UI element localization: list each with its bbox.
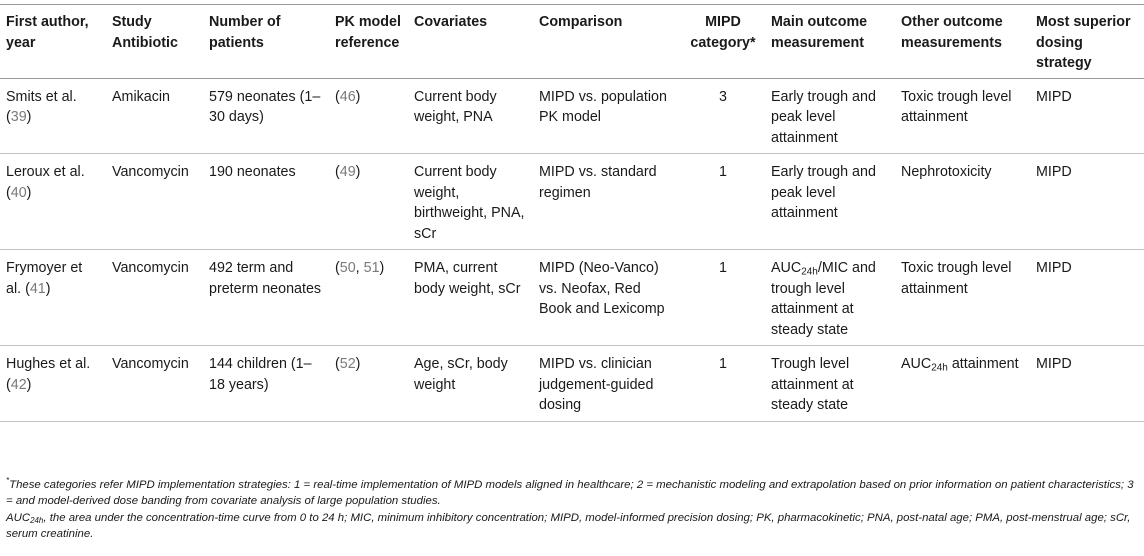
auc-label: AUC: [901, 356, 932, 372]
cell-other-outcome: Nephrotoxicity: [901, 164, 992, 180]
auc-subscript: 24h: [801, 266, 818, 278]
cell-pk-model: (46): [335, 88, 361, 105]
cell-covariates: Current body weight, PNA: [414, 88, 497, 125]
table-row: [0, 250, 1144, 346]
abbr-auc-subscript: 24h: [30, 515, 44, 525]
reference-link[interactable]: 41: [29, 280, 46, 297]
auc-label: AUC: [771, 260, 802, 276]
table-row: [0, 346, 1144, 422]
cell-other-outcome: Toxic trough level attainment: [901, 260, 1012, 297]
cell-covariates: Age, sCr, body weight: [414, 356, 508, 393]
cell-other-outcome: Toxic trough level attainment: [901, 88, 1012, 125]
cell-patients: 190 neonates: [209, 164, 296, 180]
cell-author: Leroux et al. (40): [6, 164, 85, 201]
reference-link[interactable]: 42: [10, 376, 27, 393]
reference-link[interactable]: 46: [339, 88, 356, 105]
cell-antibiotic: Vancomycin: [112, 260, 189, 276]
cell-superior-strategy: MIPD: [1036, 88, 1072, 105]
author-name: Frymoyer et al.: [6, 260, 83, 297]
header-other-outcome: Other outcome measurements: [901, 14, 1003, 51]
reference-link[interactable]: 51: [363, 260, 380, 276]
footnote-categories: [6, 477, 1138, 510]
cell-patients: 579 neonates (1–30 days): [209, 88, 321, 125]
cell-superior-strategy: MIPD: [1036, 260, 1072, 276]
footnote-mark: *: [6, 476, 10, 486]
header-author: First author, year: [6, 14, 89, 51]
cell-main-outcome: Early trough and peak level attainment: [771, 88, 876, 146]
cell-superior-strategy: MIPD: [1036, 164, 1072, 180]
cell-pk-model: (50, 51): [335, 260, 385, 276]
reference-link[interactable]: 40: [10, 184, 27, 201]
cell-pk-model: (52): [335, 356, 361, 372]
author-name: Smits et al.: [6, 88, 77, 105]
reference-link[interactable]: 50: [339, 260, 356, 276]
abbr-auc: AUC: [6, 511, 31, 524]
cell-comparison: MIPD vs. population PK model: [539, 88, 667, 125]
cell-pk-model: (49): [335, 164, 361, 180]
header-superior-strategy: Most superior dosing strategy: [1036, 14, 1131, 71]
cell-antibiotic: Vancomycin: [112, 164, 189, 180]
auc-subscript: 24h: [931, 362, 948, 374]
cell-patients: 144 children (1–18 years): [209, 356, 312, 393]
main-outcome-text: /MIC and trough level attainment at steady state: [771, 260, 876, 338]
cell-other-outcome: [895, 346, 1030, 422]
header-antibiotic: Study Antibiotic: [112, 14, 178, 51]
cell-comparison: MIPD vs. clinician judgement-guided dosing: [539, 356, 654, 413]
footnote-categories-text: These categories refer MIPD implementation strategies: 1 = real-time implementation of MIPD models aligned in healthcare; 2 = mechanistic modeling and extrapolation based on prior information on patient characteristics; 3 = and model-derived dose banding from covariate analysis of large population studies.: [6, 479, 1134, 508]
cell-antibiotic: Amikacin: [112, 88, 170, 105]
cell-category: 3: [719, 88, 727, 105]
reference-link[interactable]: 39: [10, 109, 27, 125]
cell-covariates: PMA, current body weight, sCr: [414, 260, 521, 297]
header-row: [0, 5, 1144, 79]
cell-category: 1: [719, 260, 727, 276]
cell-patients: 492 term and preterm neonates: [209, 260, 322, 297]
header-covariates: Covariates: [414, 14, 488, 30]
cell-main-outcome: Early trough and peak level attainment: [771, 164, 876, 221]
reference-link[interactable]: 49: [339, 164, 356, 180]
table-footnotes: [6, 477, 1138, 542]
table-row: [0, 154, 1144, 250]
cell-author: Smits et al. (39): [6, 88, 77, 125]
cell-category: 1: [719, 164, 727, 180]
header-category-label: MIPD category: [690, 14, 751, 51]
footnote-abbreviations: [6, 510, 1138, 543]
header-comparison: Comparison: [539, 14, 623, 30]
footnote-abbreviations-text: , the area under the concentration-time curve from 0 to 24 h; MIC, minimum inhibitory concentration; MIPD, model-informed precision dosing; PK, pharmacokinetic; PNA, post-natal age; PMA, post-menstrual age; sCr, serum creatinine.: [6, 511, 1131, 540]
cell-category: 1: [719, 356, 727, 372]
author-name: Hughes et al.: [6, 356, 91, 372]
cell-author: Hughes et al. (42): [6, 356, 91, 393]
cell-main-outcome: [765, 250, 895, 346]
header-category-mark: *: [750, 34, 756, 51]
cell-comparison: MIPD (Neo-Vanco) vs. Neofax, Red Book and Lexicomp: [539, 260, 665, 317]
cell-covariates: Current body weight, birthweight, PNA, sCr: [414, 164, 525, 242]
cell-superior-strategy: MIPD: [1036, 356, 1072, 372]
header-category: [681, 5, 765, 79]
cell-comparison: MIPD vs. standard regimen: [539, 164, 657, 201]
cell-antibiotic: Vancomycin: [112, 356, 189, 372]
study-table: [0, 4, 1144, 422]
header-pk-model: PK model reference: [335, 14, 401, 51]
header-patients: Number of patients: [209, 14, 281, 51]
other-outcome-text: attainment: [947, 356, 1019, 372]
cell-author: Frymoyer et al. (41): [6, 260, 83, 297]
table-row: [0, 78, 1144, 154]
author-name: Leroux et al.: [6, 164, 85, 180]
cell-main-outcome: Trough level attainment at steady state: [771, 356, 854, 413]
header-main-outcome: Main outcome measurement: [771, 14, 868, 51]
reference-link[interactable]: 52: [339, 356, 356, 372]
